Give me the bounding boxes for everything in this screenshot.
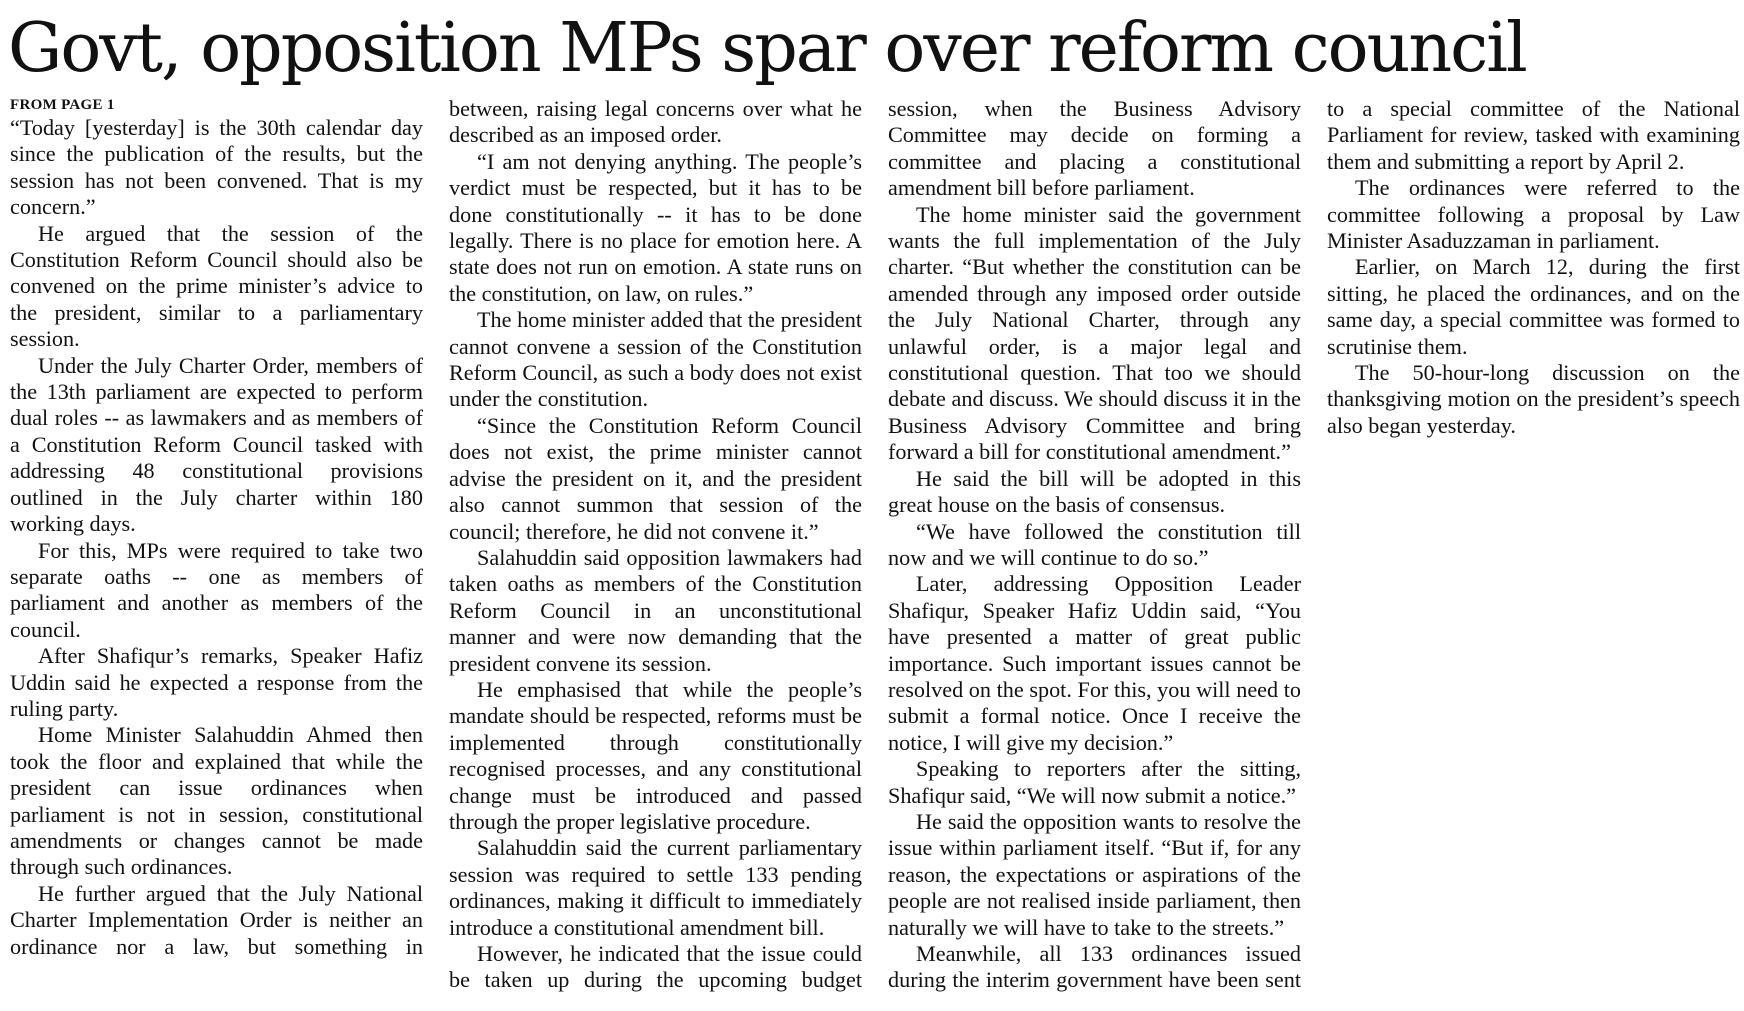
paragraph: Speaking to reporters after the sitting, Shafiqur said, “We will now submit a notice.” — [888, 756, 1301, 808]
paragraph: The ordinances were referred to the committee following a proposal by Law Minister Asaduzzaman in parliament. — [1327, 175, 1740, 254]
paragraph: He said the opposition wants to resolve the issue within parliament itself. “But if, for any reason, the expectations or aspirations of the people are not realised inside parliament, then naturally we will have to take to the streets.” — [888, 808, 1301, 940]
paragraph: He emphasised that while the people’s mandate should be respected, reforms must be implemented through constitutionally recognised processes, and any constitutional change must be introduced and passed through the proper legislative procedure. — [449, 676, 862, 834]
paragraph: He said the bill will be adopted in this great house on the basis of consensus. — [888, 465, 1301, 518]
paragraph: Home Minister Salahuddin Ahmed then took the floor and explained that while the president can issue ordinances when parliament is not in session, constitutional amendments or changes cannot be made through such ordinances. — [10, 722, 423, 880]
paragraph: Later, addressing Opposition Leader Shafiqur, Speaker Hafiz Uddin said, “You have presented a matter of great public importance. Such important issues cannot be resolved on the spot. For this, you will need to submit a formal notice. Once I receive the notice, I will give my decision.” — [888, 571, 1301, 755]
paragraph: “Since the Constitution Reform Council does not exist, the prime minister cannot advise the president on it, and the president also cannot summon that session of the council; therefore, he did not convene it.” — [449, 412, 862, 544]
paragraph: “We have followed the constitution till now and we will continue to do so.” — [888, 518, 1301, 570]
paragraph: The home minister added that the president cannot convene a session of the Constitution Reform Council, as such a body does not exist under the constitution. — [449, 307, 862, 412]
paragraph: Salahuddin said the current parliamentary session was required to settle 133 pending ordinances, making it difficult to immediately introduce a constitutional amendment bill. — [449, 835, 862, 940]
paragraph: He argued that the session of the Constitution Reform Council should also be convened on the prime minister’s advice to the president, similar to a parliamentary session. — [10, 220, 423, 352]
paragraph: He further argued that the July National Charter Implementation Order is neither an ordinance nor a law, but something in between, raising legal concerns over what he described as an imposed order. — [10, 96, 862, 959]
paragraph: Earlier, on March 12, during the first sitting, he placed the ordinances, and on the same day, a special committee was formed to scrutinise them. — [1327, 254, 1740, 359]
paragraph: Meanwhile, all 133 ordinances issued during the interim government have been sent to a special committee of the National Parliament for review, tasked with examining them and submitting a report by April 2. — [888, 96, 1740, 993]
article-body — [10, 96, 1740, 1001]
paragraph: After Shafiqur’s remarks, Speaker Hafiz Uddin said he expected a response from the ruling party. — [10, 643, 423, 721]
kicker-from-page: FROM PAGE 1 — [10, 97, 115, 113]
paragraph: “Today [yesterday] is the 30th calendar day since the publication of the results, but the session has not been convened. That is my concern.” — [10, 115, 423, 220]
paragraph: Under the July Charter Order, members of the 13th parliament are expected to perform dual roles -- as lawmakers and as members of a Constitution Reform Council tasked with addressing 48 constitutional provisions outlined in the July charter within 180 working days. — [10, 352, 423, 537]
paragraph: The home minister said the government wants the full implementation of the July charter. “But whether the constitution can be amended through any imposed order outside the July National Charter, through any unlawful order, is a major legal and constitutional question. That too we should debate and discuss. We should discuss it in the Business Advisory Committee and bring forward a bill for constitutional amendment.” — [888, 201, 1301, 465]
paragraph: For this, MPs were required to take two separate oaths -- one as members of parliament and another as members of the council. — [10, 537, 423, 642]
paragraph: “I am not denying anything. The people’s verdict must be respected, but it has to be done constitutionally -- it has to be done legally. There is no place for emotion here. A state does not run on emotion. A state runs on the constitution, on law, on rules.” — [449, 148, 862, 306]
headline: Govt, opposition MPs spar over reform council — [8, 9, 1526, 88]
paragraph: The 50-hour-long discussion on the thanksgiving motion on the president’s speech also began yesterday. — [1327, 360, 1740, 438]
paragraph: Salahuddin said opposition lawmakers had taken oaths as members of the Constitution Reform Council in an unconstitutional manner and were now demanding that the president convene its session. — [449, 544, 862, 676]
paragraph: However, he indicated that the issue could be taken up during the upcoming budget session, when the Business Advisory Committee may decide on forming a committee and placing a constitutional amendment bill before parliament. — [449, 96, 1301, 993]
